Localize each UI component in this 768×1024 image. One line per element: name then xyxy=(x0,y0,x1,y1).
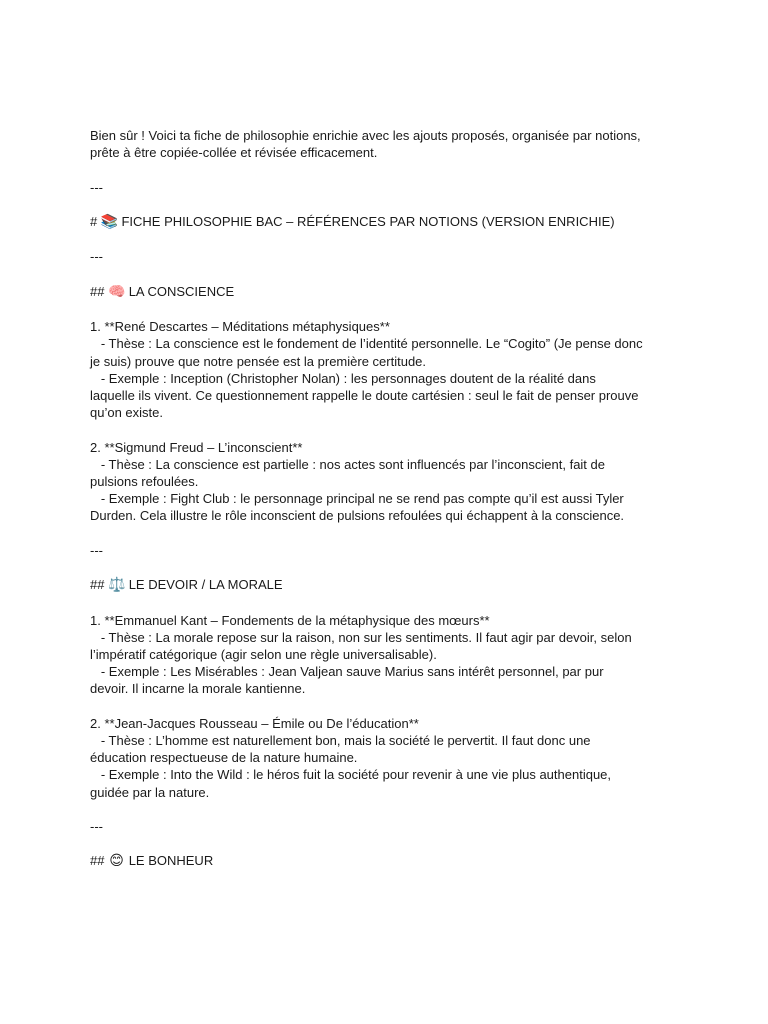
item-line: guidée par la nature. xyxy=(90,784,210,800)
spacer xyxy=(90,161,690,178)
item-line: 1. **René Descartes – Méditations métaphysiques** xyxy=(90,319,390,335)
balance-scale-icon: ⚖️ xyxy=(108,577,126,594)
heading-text: LE DEVOIR / LA MORALE xyxy=(125,577,283,593)
brain-icon: 🧠 xyxy=(108,283,126,300)
item-line: devoir. Il incarne la morale kantienne. xyxy=(90,681,306,697)
item-line: - Thèse : La conscience est partielle : nos actes sont influencés par l’inconscient, fait de xyxy=(90,456,605,472)
spacer xyxy=(90,559,690,576)
heading-text: LE BONHEUR xyxy=(125,853,214,869)
section-heading-conscience xyxy=(90,283,690,301)
spacer xyxy=(90,421,690,438)
spacer xyxy=(90,266,690,283)
spacer xyxy=(90,525,690,542)
item-line: - Thèse : L’homme est naturellement bon, mais la société le pervertit. Il faut donc une xyxy=(90,732,591,748)
item-line: - Exemple : Les Misérables : Jean Valjean sauve Marius sans intérêt personnel, par pur xyxy=(90,664,604,680)
item-line: - Exemple : Inception (Christopher Nolan) : les personnages doutent de la réalité dans xyxy=(90,370,596,386)
spacer xyxy=(90,231,690,248)
separator: --- xyxy=(90,249,103,265)
heading-prefix: ## xyxy=(90,853,109,869)
item-line: qu’on existe. xyxy=(90,405,163,421)
item-line: - Thèse : La conscience est le fondement de l’identité personnelle. Le “Cogito” (Je pense donc xyxy=(90,336,643,352)
item-line: je suis) prouve que notre pensée est la première certitude. xyxy=(90,353,427,369)
item-line: l’impératif catégorique (agir selon une règle universalisable). xyxy=(90,646,437,662)
spacer xyxy=(90,698,690,715)
spacer xyxy=(90,196,690,213)
separator: --- xyxy=(90,179,103,195)
page-title xyxy=(90,213,690,231)
item-line: 2. **Jean-Jacques Rousseau – Émile ou De l’éducation** xyxy=(90,715,419,731)
document-page xyxy=(90,127,690,871)
item-line: - Thèse : La morale repose sur la raison, non sur les sentiments. Il faut agir par devoir, selon xyxy=(90,629,632,645)
heading-prefix: ## xyxy=(90,577,109,593)
item-line: - Exemple : Fight Club : le personnage principal ne se rend pas compte qu’il est aussi Tyler xyxy=(90,491,624,507)
item-line: - Exemple : Into the Wild : le héros fuit la société pour revenir à une vie plus authentique, xyxy=(90,767,612,783)
item-line: laquelle ils vivent. Ce questionnement rappelle le doute cartésien : seul le fait de penser prouve xyxy=(90,387,639,403)
heading-text: LA CONSCIENCE xyxy=(125,283,235,299)
item-line: 1. **Emmanuel Kant – Fondements de la métaphysique des mœurs** xyxy=(90,612,490,628)
spacer xyxy=(90,301,690,318)
spacer xyxy=(90,801,690,818)
intro-line-2: prête à être copiée-collée et révisée efficacement. xyxy=(90,145,378,161)
spacer xyxy=(90,594,690,611)
item-line: éducation respectueuse de la nature humaine. xyxy=(90,750,358,766)
item-line: Durden. Cela illustre le rôle inconscient de pulsions refoulées qui échappent à la conscience. xyxy=(90,508,625,524)
title-text: FICHE PHILOSOPHIE BAC – RÉFÉRENCES PAR NOTIONS (VERSION ENRICHIE) xyxy=(117,213,615,229)
separator: --- xyxy=(90,542,103,558)
separator: --- xyxy=(90,818,103,834)
heading-prefix: ## xyxy=(90,283,109,299)
smiling-face-icon: 😊 xyxy=(109,853,124,870)
intro-line-1: Bien sûr ! Voici ta fiche de philosophie enrichie avec les ajouts proposés, organisée par notions, xyxy=(90,128,641,143)
section-heading-bonheur xyxy=(90,852,690,870)
item-line: 2. **Sigmund Freud – L’inconscient** xyxy=(90,439,303,455)
item-line: pulsions refoulées. xyxy=(90,473,199,489)
title-prefix: # xyxy=(90,213,101,229)
section-heading-devoir xyxy=(90,576,690,594)
books-icon: 📚 xyxy=(100,213,119,230)
spacer xyxy=(90,835,690,852)
